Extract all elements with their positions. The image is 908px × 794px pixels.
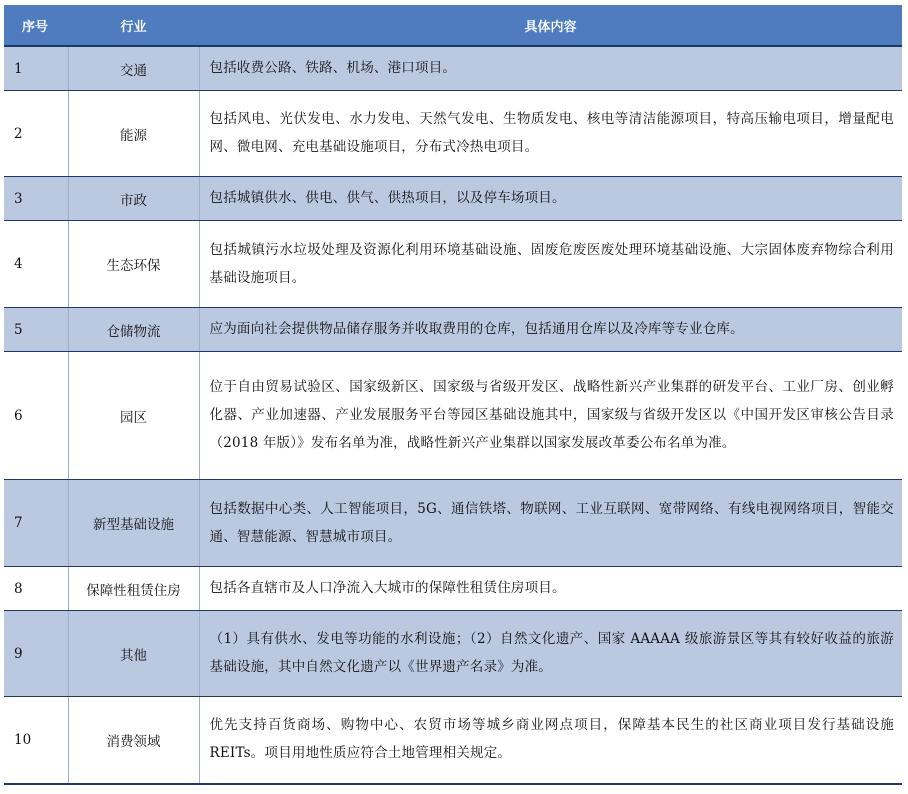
table-row <box>4 308 902 352</box>
row-industry: 新型基础设施 <box>68 480 199 567</box>
header-number: 序号 <box>4 5 68 46</box>
reits-industry-table-container <box>4 5 902 785</box>
table-row <box>4 46 902 91</box>
row-industry: 仓储物流 <box>68 308 199 352</box>
row-number: 8 <box>4 567 68 611</box>
table-header-row <box>4 5 902 46</box>
row-industry: 能源 <box>68 91 199 177</box>
row-industry: 消费领域 <box>68 697 199 784</box>
row-content: 包括收费公路、铁路、机场、港口项目。 <box>199 46 902 91</box>
row-number: 5 <box>4 308 68 352</box>
table-row <box>4 352 902 480</box>
row-number: 4 <box>4 221 68 308</box>
row-content: 包括风电、光伏发电、水力发电、天然气发电、生物质发电、核电等清洁能源项目，特高压输电项目，增量配电网、微电网、充电基础设施项目，分布式冷热电项目。 <box>199 91 902 177</box>
row-content: 包括数据中心类、人工智能项目，5G、通信铁塔、物联网、工业互联网、宽带网络、有线电视网络项目，智能交通、智慧能源、智慧城市项目。 <box>199 480 902 567</box>
row-content: 包括城镇供水、供电、供气、供热项目，以及停车场项目。 <box>199 177 902 221</box>
row-industry: 保障性租赁住房 <box>68 567 199 611</box>
row-number: 3 <box>4 177 68 221</box>
row-number: 9 <box>4 611 68 697</box>
table-row <box>4 91 902 177</box>
table-row <box>4 221 902 308</box>
table-row <box>4 480 902 567</box>
row-number: 1 <box>4 46 68 91</box>
header-content: 具体内容 <box>199 5 902 46</box>
row-industry: 其他 <box>68 611 199 697</box>
row-content: 优先支持百货商场、购物中心、农贸市场等城乡商业网点项目，保障基本民生的社区商业项目发行基础设施 REITs。项目用地性质应符合土地管理相关规定。 <box>199 697 902 784</box>
row-industry: 生态环保 <box>68 221 199 308</box>
table-row <box>4 611 902 697</box>
row-content: 包括各直辖市及人口净流入大城市的保障性租赁住房项目。 <box>199 567 902 611</box>
row-number: 6 <box>4 352 68 480</box>
table-row <box>4 697 902 784</box>
row-number: 10 <box>4 697 68 784</box>
header-industry: 行业 <box>68 5 199 46</box>
row-content: 包括城镇污水垃圾处理及资源化利用环境基础设施、固废危废医废处理环境基础设施、大宗固体废弃物综合利用基础设施项目。 <box>199 221 902 308</box>
row-number: 2 <box>4 91 68 177</box>
row-industry: 园区 <box>68 352 199 480</box>
table-row <box>4 567 902 611</box>
row-content: （1）具有供水、发电等功能的水利设施；（2）自然文化遗产、国家 AAAAA 级旅游景区等其有较好收益的旅游基础设施，其中自然文化遗产以《世界遗产名录》为准。 <box>199 611 902 697</box>
row-content: 应为面向社会提供物品储存服务并收取费用的仓库，包括通用仓库以及冷库等专业仓库。 <box>199 308 902 352</box>
row-industry: 市政 <box>68 177 199 221</box>
row-number: 7 <box>4 480 68 567</box>
row-industry: 交通 <box>68 46 199 91</box>
table-row <box>4 177 902 221</box>
row-content: 位于自由贸易试验区、国家级新区、国家级与省级开发区、战略性新兴产业集群的研发平台、工业厂房、创业孵化器、产业加速器、产业发展服务平台等园区基础设施其中，国家级与省级开发区以《中国开发区审核公告目录（2018 年版）》发布名单为准，战略性新兴产业集群以国家发展改革委公布名单为准。 <box>199 352 902 480</box>
reits-industry-table <box>4 5 902 785</box>
